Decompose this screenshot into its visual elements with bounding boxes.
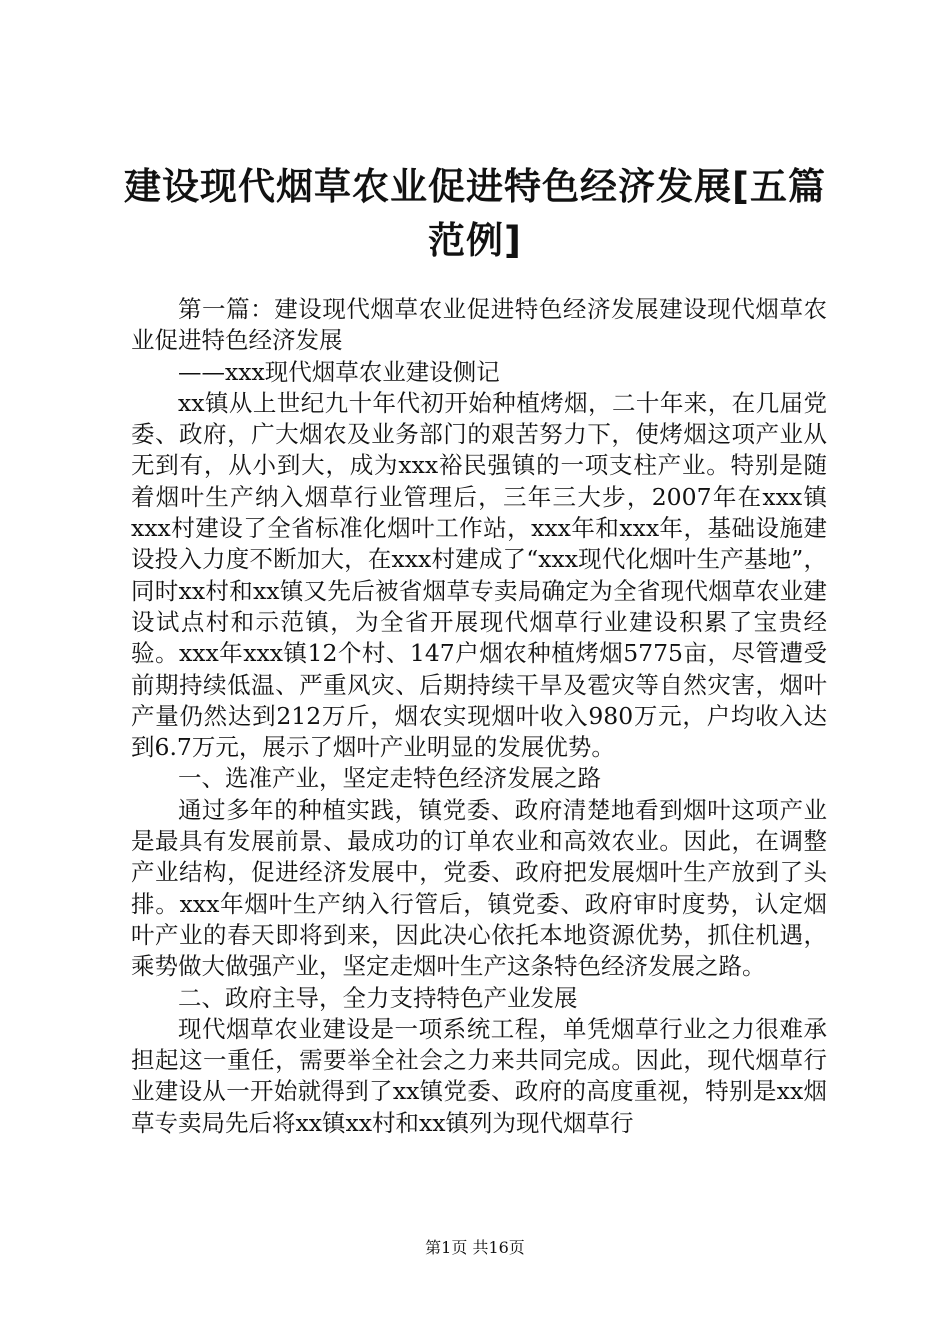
paragraph-subtitle: ——xxx现代烟草农业建设侧记 (178, 357, 500, 386)
page-number-footer: 第1页 共16页 (425, 1238, 525, 1257)
paragraph-intro: xx镇从上世纪九十年代初开始种植烤烟，二十年来，在几届党委、政府，广大烟农及业务部门的艰苦努力下，使烤烟这项产业从无到有，从小到大，成为xxx裕民强镇的一项支柱产业。特别是随着烟叶生产纳入烟草行业管理后，三年三大步，2007年在xxx镇xxx村建设了全省标准化烟叶工作站，xxx年和xxx年，基础设施建设投入力度不断加大，在xxx村建成了“xxx现代化烟叶生产基地”，同时xx村和xx镇又先后被省烟草专卖局确定为全省现代烟草农业建设试点村和示范镇，为全省开展现代烟草行业建设积累了宝贵经验。xxx年xxx镇12个村、147户烟农种植烤烟5775亩，尽管遭受前期持续低温、严重风灾、后期持续干旱及雹灾等自然灾害，烟叶产量仍然达到212万斤，烟农实现烟叶收入980万元，户均收入达到6.7万元，展示了烟叶产业明显的发展优势。 (131, 388, 827, 762)
paragraph-section-1: 通过多年的种植实践，镇党委、政府清楚地看到烟叶这项产业是最具有发展前景、最成功的订单农业和高效农业。因此，在调整产业结构，促进经济发展中，党委、政府把发展烟叶生产放到了头排。xxx年烟叶生产纳入行管后，镇党委、政府审时度势，认定烟叶产业的春天即将到来，因此决心依托本地资源优势，抓住机遇，乘势做大做强产业，坚定走烟叶生产这条特色经济发展之路。 (131, 795, 827, 981)
paragraph-heading-chapter-1: 第一篇：建设现代烟草农业促进特色经济发展建设现代烟草农业促进特色经济发展 (131, 295, 827, 355)
section-heading-1: 一、选准产业，坚定走特色经济发展之路 (178, 764, 601, 793)
paragraph-section-2: 现代烟草农业建设是一项系统工程，单凭烟草行业之力很难承担起这一重任，需要举全社会之力来共同完成。因此，现代烟草行业建设从一开始就得到了xx镇党委、政府的高度重视，特别是xx烟草专卖局先后将xx镇xx村和xx镇列为现代烟草行 (131, 1014, 827, 1137)
document-body (131, 294, 827, 1139)
section-heading-2: 二、政府主导，全力支持特色产业发展 (178, 983, 578, 1012)
document-title: 建设现代烟草农业促进特色经济发展[五篇范例] (124, 165, 826, 262)
